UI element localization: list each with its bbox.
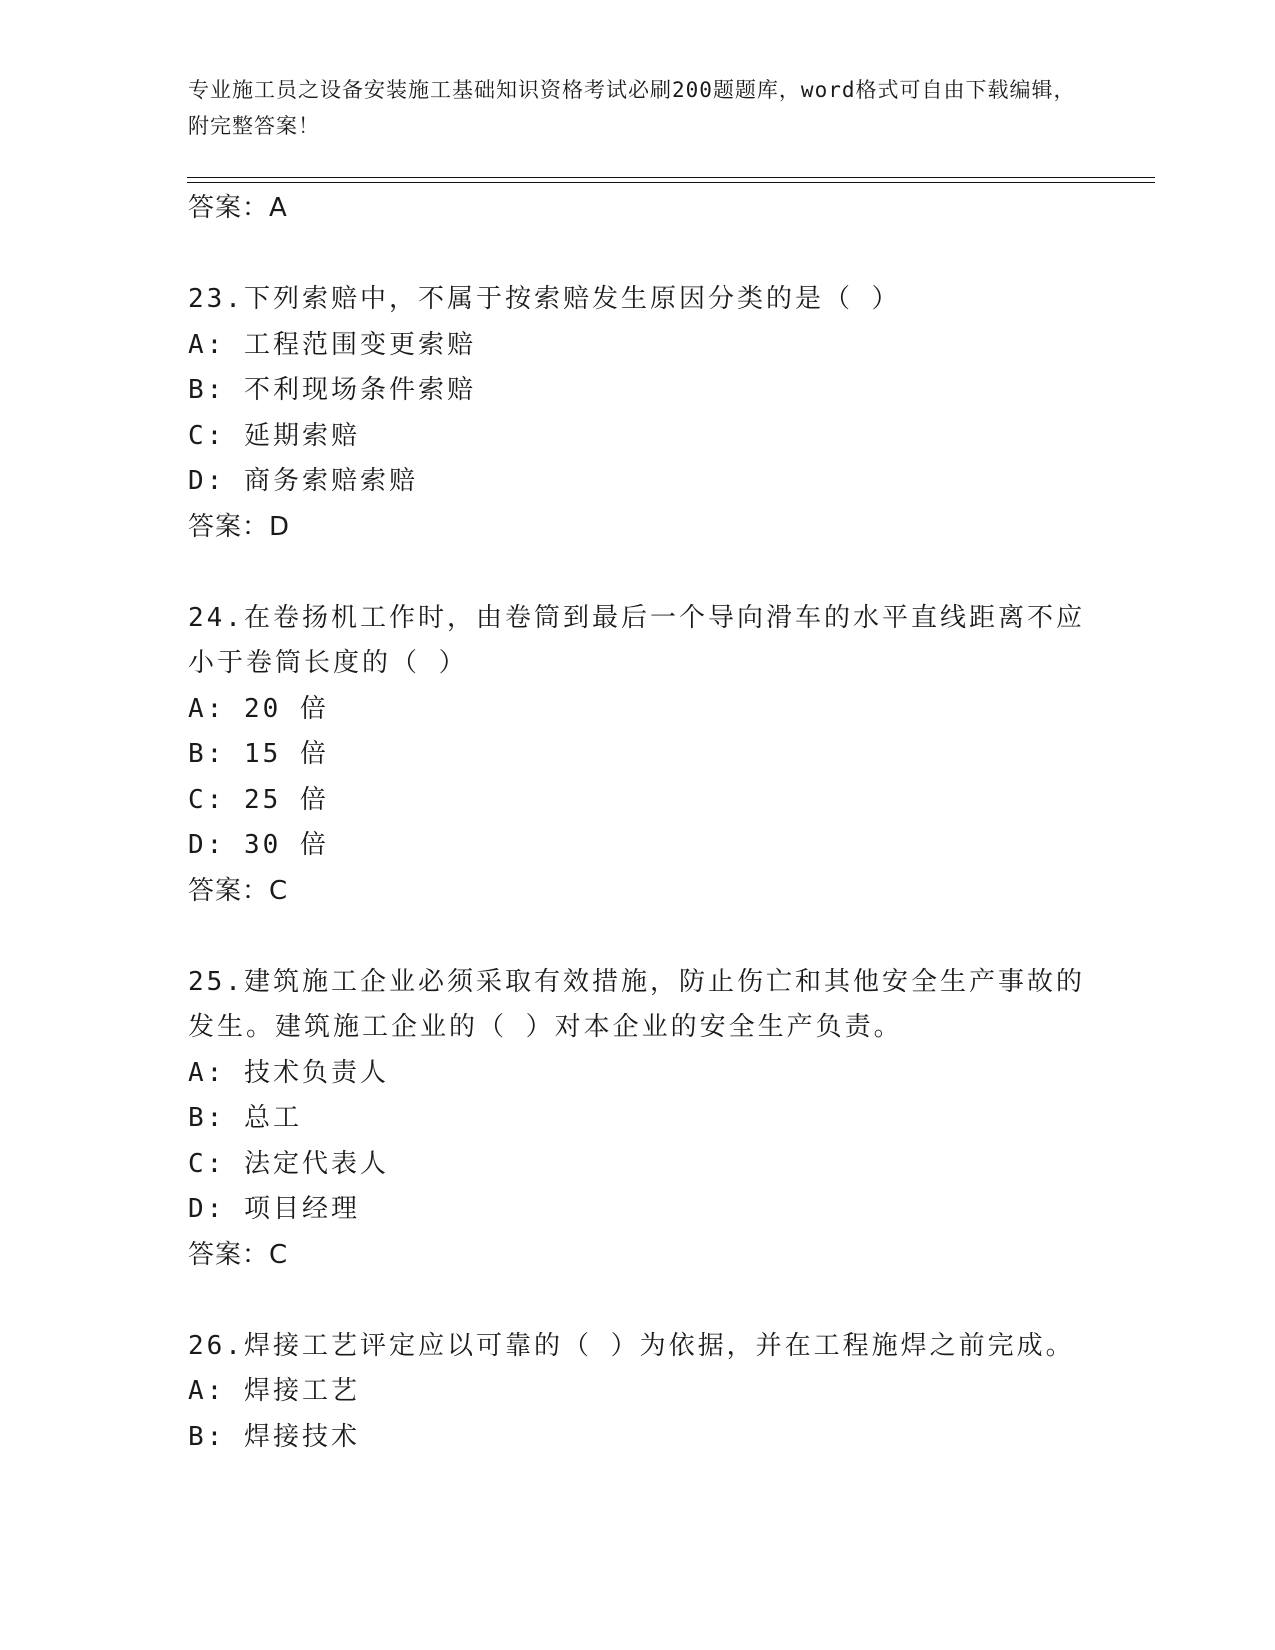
answer-line: 答案：C: [188, 875, 289, 906]
option-a: A: 焊接工艺: [188, 1376, 360, 1406]
header-divider-bottom: [187, 182, 1155, 183]
option-d: D: 商务索赔索赔: [188, 466, 418, 496]
question-item: [188, 960, 1088, 1279]
answer-line: 答案：D: [188, 511, 291, 542]
option-d: D: 30 倍: [188, 830, 329, 860]
question-stem: 25.建筑施工企业必须采取有效措施，防止伤亡和其他安全生产事故的发生。建筑施工企业的（ ）对本企业的安全生产负责。: [188, 966, 1085, 1042]
option-a: A: 技术负责人: [188, 1057, 389, 1088]
document-header: 专业施工员之设备安装施工基础知识资格考试必刷200题题库，word格式可自由下载编辑，附完整答案！: [188, 78, 1076, 138]
option-c: C: 法定代表人: [188, 1148, 389, 1179]
option-a: A: 20 倍: [188, 693, 329, 724]
question-item: [188, 277, 1088, 550]
question-item: [188, 1324, 1088, 1461]
option-d: D: 项目经理: [188, 1194, 360, 1224]
option-b: B: 15 倍: [188, 739, 329, 769]
option-c: C: 25 倍: [188, 784, 329, 815]
answer-line: 答案：C: [188, 1239, 289, 1270]
option-b: B: 总工: [188, 1103, 302, 1133]
header-divider-top: [187, 177, 1155, 178]
question-item: [188, 596, 1088, 915]
question-stem: 24.在卷扬机工作时，由卷筒到最后一个导向滑车的水平直线距离不应小于卷筒长度的（ ）: [188, 602, 1085, 678]
option-b: B: 不利现场条件索赔: [188, 375, 476, 405]
question-list: [188, 186, 1088, 1460]
option-a: A: 工程范围变更索赔: [188, 329, 476, 360]
option-c: C: 延期索赔: [188, 420, 360, 451]
question-stem: 23.下列索赔中，不属于按索赔发生原因分类的是（ ）: [188, 284, 901, 314]
answer-line: 答案：A: [188, 193, 288, 223]
question-stem: 26.焊接工艺评定应以可靠的（ ）为依据，并在工程施焊之前完成。: [188, 1330, 1075, 1361]
option-b: B: 焊接技术: [188, 1421, 360, 1452]
